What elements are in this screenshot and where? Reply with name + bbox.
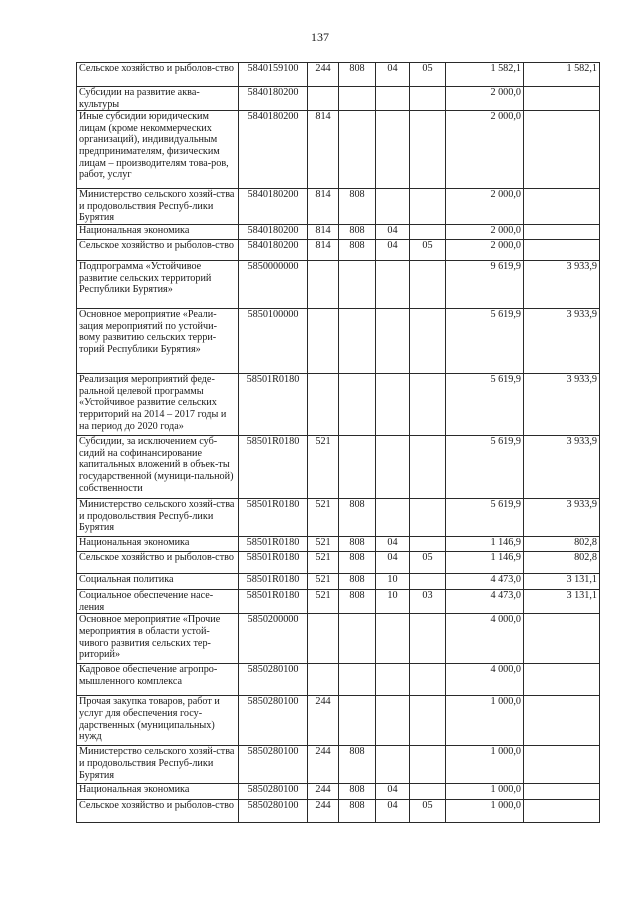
section-code-cell: 04	[376, 537, 410, 552]
ministry-code-cell	[339, 261, 376, 309]
target-code-cell: 58501R0180	[239, 374, 308, 436]
subsection-code-cell	[410, 784, 446, 800]
amount-year-1-cell: 1 582,1	[446, 63, 524, 87]
section-code-cell	[376, 309, 410, 374]
target-code-cell: 58501R0180	[239, 590, 308, 614]
amount-year-1-cell: 2 000,0	[446, 225, 524, 240]
section-code-cell	[376, 87, 410, 111]
section-code-cell: 10	[376, 590, 410, 614]
row-name-cell: Иные субсидии юридическим лицам (кроме некоммерческих организаций), индивидуальным предпринимателям, физическим лицам – производителям това-ров, работ, услуг	[77, 111, 239, 189]
row-name-cell: Национальная экономика	[77, 784, 239, 800]
row-name-cell: Основное мероприятие «Реали-зация мероприятий по устойчи-вому развитию сельских терри-торий Республики Бурятия»	[77, 309, 239, 374]
amount-year-2-cell	[524, 696, 600, 746]
amount-year-1-cell: 2 000,0	[446, 87, 524, 111]
table-row	[77, 499, 600, 537]
expense-type-cell	[308, 309, 339, 374]
table-row	[77, 374, 600, 436]
amount-year-2-cell: 802,8	[524, 537, 600, 552]
target-code-cell: 58501R0180	[239, 499, 308, 537]
ministry-code-cell	[339, 87, 376, 111]
target-code-cell: 5850280100	[239, 800, 308, 823]
table-row	[77, 664, 600, 696]
amount-year-1-cell: 1 000,0	[446, 696, 524, 746]
row-name-cell: Министерство сельского хозяй-ства и продовольствия Респуб-лики Бурятия	[77, 746, 239, 784]
amount-year-1-cell: 9 619,9	[446, 261, 524, 309]
amount-year-1-cell: 5 619,9	[446, 374, 524, 436]
subsection-code-cell	[410, 436, 446, 499]
amount-year-2-cell	[524, 800, 600, 823]
table-row	[77, 746, 600, 784]
target-code-cell: 58501R0180	[239, 574, 308, 590]
expense-type-cell: 814	[308, 240, 339, 261]
ministry-code-cell: 808	[339, 225, 376, 240]
ministry-code-cell	[339, 374, 376, 436]
table-row	[77, 614, 600, 664]
expense-type-cell: 814	[308, 111, 339, 189]
row-name-cell: Сельское хозяйство и рыболов-ство	[77, 240, 239, 261]
target-code-cell: 5850280100	[239, 696, 308, 746]
ministry-code-cell: 808	[339, 574, 376, 590]
ministry-code-cell: 808	[339, 189, 376, 225]
row-name-cell: Социальное обеспечение насе-ления	[77, 590, 239, 614]
amount-year-1-cell: 2 000,0	[446, 111, 524, 189]
amount-year-1-cell: 2 000,0	[446, 240, 524, 261]
section-code-cell	[376, 111, 410, 189]
table-row	[77, 784, 600, 800]
expense-type-cell: 244	[308, 784, 339, 800]
amount-year-1-cell: 2 000,0	[446, 189, 524, 225]
expense-type-cell: 521	[308, 574, 339, 590]
ministry-code-cell: 808	[339, 240, 376, 261]
amount-year-1-cell: 1 146,9	[446, 552, 524, 574]
amount-year-1-cell: 1 146,9	[446, 537, 524, 552]
row-name-cell: Прочая закупка товаров, работ и услуг для обеспечения госу-дарственных (муниципальных) нужд	[77, 696, 239, 746]
table-row	[77, 87, 600, 111]
subsection-code-cell: 05	[410, 240, 446, 261]
amount-year-1-cell: 5 619,9	[446, 499, 524, 537]
amount-year-1-cell: 5 619,9	[446, 309, 524, 374]
ministry-code-cell	[339, 664, 376, 696]
row-name-cell: Министерство сельского хозяй-ства и продовольствия Респуб-лики Бурятия	[77, 499, 239, 537]
amount-year-1-cell: 4 473,0	[446, 590, 524, 614]
subsection-code-cell	[410, 374, 446, 436]
section-code-cell	[376, 746, 410, 784]
ministry-code-cell: 808	[339, 784, 376, 800]
subsection-code-cell: 03	[410, 590, 446, 614]
target-code-cell: 5840180200	[239, 189, 308, 225]
amount-year-2-cell	[524, 87, 600, 111]
section-code-cell	[376, 614, 410, 664]
expense-type-cell: 244	[308, 746, 339, 784]
row-name-cell: Субсидии, за исключением суб-сидий на софинансирование капитальных вложений в объек-ты государственной (муници-пальной) собственности	[77, 436, 239, 499]
ministry-code-cell: 808	[339, 499, 376, 537]
subsection-code-cell	[410, 87, 446, 111]
expense-type-cell	[308, 261, 339, 309]
section-code-cell: 10	[376, 574, 410, 590]
target-code-cell: 5840159100	[239, 63, 308, 87]
target-code-cell: 5840180200	[239, 111, 308, 189]
amount-year-2-cell	[524, 746, 600, 784]
amount-year-2-cell	[524, 614, 600, 664]
section-code-cell	[376, 499, 410, 537]
expense-type-cell: 244	[308, 800, 339, 823]
table-row	[77, 63, 600, 87]
row-name-cell: Основное мероприятие «Прочие мероприятия в области устой-чивого развития сельских тер-риторий»	[77, 614, 239, 664]
subsection-code-cell	[410, 225, 446, 240]
table-row	[77, 111, 600, 189]
amount-year-2-cell	[524, 225, 600, 240]
section-code-cell	[376, 189, 410, 225]
amount-year-2-cell	[524, 784, 600, 800]
table-row	[77, 189, 600, 225]
amount-year-2-cell	[524, 240, 600, 261]
subsection-code-cell: 05	[410, 552, 446, 574]
table-row	[77, 800, 600, 823]
table-row	[77, 225, 600, 240]
budget-table	[76, 62, 600, 823]
amount-year-1-cell: 4 000,0	[446, 664, 524, 696]
page-number: 137	[311, 30, 329, 44]
amount-year-2-cell	[524, 664, 600, 696]
section-code-cell: 04	[376, 784, 410, 800]
ministry-code-cell: 808	[339, 590, 376, 614]
section-code-cell: 04	[376, 800, 410, 823]
section-code-cell	[376, 261, 410, 309]
row-name-cell: Субсидии на развитие аква-культуры	[77, 87, 239, 111]
amount-year-2-cell	[524, 111, 600, 189]
target-code-cell: 5850100000	[239, 309, 308, 374]
row-name-cell: Сельское хозяйство и рыболов-ство	[77, 63, 239, 87]
target-code-cell: 5840180200	[239, 225, 308, 240]
ministry-code-cell: 808	[339, 537, 376, 552]
section-code-cell: 04	[376, 240, 410, 261]
subsection-code-cell	[410, 614, 446, 664]
section-code-cell: 04	[376, 225, 410, 240]
ministry-code-cell: 808	[339, 552, 376, 574]
table-row	[77, 537, 600, 552]
subsection-code-cell	[410, 696, 446, 746]
target-code-cell: 58501R0180	[239, 537, 308, 552]
subsection-code-cell	[410, 111, 446, 189]
subsection-code-cell: 05	[410, 63, 446, 87]
target-code-cell: 5850200000	[239, 614, 308, 664]
amount-year-1-cell: 1 000,0	[446, 784, 524, 800]
table-row	[77, 552, 600, 574]
ministry-code-cell	[339, 111, 376, 189]
expense-type-cell	[308, 87, 339, 111]
amount-year-1-cell: 1 000,0	[446, 800, 524, 823]
expense-type-cell: 244	[308, 696, 339, 746]
row-name-cell: Социальная политика	[77, 574, 239, 590]
target-code-cell: 58501R0180	[239, 436, 308, 499]
target-code-cell: 5850280100	[239, 664, 308, 696]
amount-year-2-cell: 3 933,9	[524, 309, 600, 374]
expense-type-cell	[308, 374, 339, 436]
amount-year-2-cell: 1 582,1	[524, 63, 600, 87]
row-name-cell: Министерство сельского хозяй-ства и продовольствия Респуб-лики Бурятия	[77, 189, 239, 225]
table-row	[77, 309, 600, 374]
row-name-cell: Кадровое обеспечение агропро-мышленного комплекса	[77, 664, 239, 696]
subsection-code-cell	[410, 537, 446, 552]
amount-year-1-cell: 1 000,0	[446, 746, 524, 784]
amount-year-2-cell: 3 933,9	[524, 436, 600, 499]
table-row	[77, 590, 600, 614]
target-code-cell: 5840180200	[239, 240, 308, 261]
table-row	[77, 696, 600, 746]
ministry-code-cell	[339, 696, 376, 746]
subsection-code-cell: 05	[410, 800, 446, 823]
subsection-code-cell	[410, 499, 446, 537]
expense-type-cell: 244	[308, 63, 339, 87]
section-code-cell	[376, 374, 410, 436]
subsection-code-cell	[410, 189, 446, 225]
expense-type-cell: 521	[308, 537, 339, 552]
section-code-cell: 04	[376, 63, 410, 87]
table-row	[77, 574, 600, 590]
ministry-code-cell: 808	[339, 800, 376, 823]
row-name-cell: Реализация мероприятий феде-ральной целевой программы «Устойчивое развитие сельских территорий на 2014 – 2017 годы и на период до 2020 года»	[77, 374, 239, 436]
amount-year-2-cell	[524, 189, 600, 225]
target-code-cell: 5850280100	[239, 746, 308, 784]
row-name-cell: Подпрограмма «Устойчивое развитие сельских территорий Республики Бурятия»	[77, 261, 239, 309]
amount-year-1-cell: 5 619,9	[446, 436, 524, 499]
amount-year-2-cell: 3 933,9	[524, 499, 600, 537]
target-code-cell: 58501R0180	[239, 552, 308, 574]
expense-type-cell: 521	[308, 436, 339, 499]
section-code-cell	[376, 696, 410, 746]
amount-year-1-cell: 4 473,0	[446, 574, 524, 590]
row-name-cell: Сельское хозяйство и рыболов-ство	[77, 552, 239, 574]
table-row	[77, 261, 600, 309]
subsection-code-cell	[410, 574, 446, 590]
table-row	[77, 240, 600, 261]
section-code-cell	[376, 436, 410, 499]
ministry-code-cell	[339, 436, 376, 499]
amount-year-1-cell: 4 000,0	[446, 614, 524, 664]
subsection-code-cell	[410, 746, 446, 784]
expense-type-cell: 521	[308, 590, 339, 614]
amount-year-2-cell: 3 933,9	[524, 261, 600, 309]
expense-type-cell: 521	[308, 499, 339, 537]
target-code-cell: 5840180200	[239, 87, 308, 111]
amount-year-2-cell: 3 131,1	[524, 574, 600, 590]
amount-year-2-cell: 802,8	[524, 552, 600, 574]
expense-type-cell	[308, 664, 339, 696]
expense-type-cell: 814	[308, 225, 339, 240]
amount-year-2-cell: 3 933,9	[524, 374, 600, 436]
subsection-code-cell	[410, 261, 446, 309]
table-row	[77, 436, 600, 499]
subsection-code-cell	[410, 309, 446, 374]
expense-type-cell	[308, 614, 339, 664]
row-name-cell: Сельское хозяйство и рыболов-ство	[77, 800, 239, 823]
ministry-code-cell: 808	[339, 746, 376, 784]
section-code-cell	[376, 664, 410, 696]
row-name-cell: Национальная экономика	[77, 537, 239, 552]
ministry-code-cell	[339, 309, 376, 374]
amount-year-2-cell: 3 131,1	[524, 590, 600, 614]
ministry-code-cell	[339, 614, 376, 664]
subsection-code-cell	[410, 664, 446, 696]
expense-type-cell: 814	[308, 189, 339, 225]
expense-type-cell: 521	[308, 552, 339, 574]
target-code-cell: 5850000000	[239, 261, 308, 309]
ministry-code-cell: 808	[339, 63, 376, 87]
row-name-cell: Национальная экономика	[77, 225, 239, 240]
target-code-cell: 5850280100	[239, 784, 308, 800]
section-code-cell: 04	[376, 552, 410, 574]
